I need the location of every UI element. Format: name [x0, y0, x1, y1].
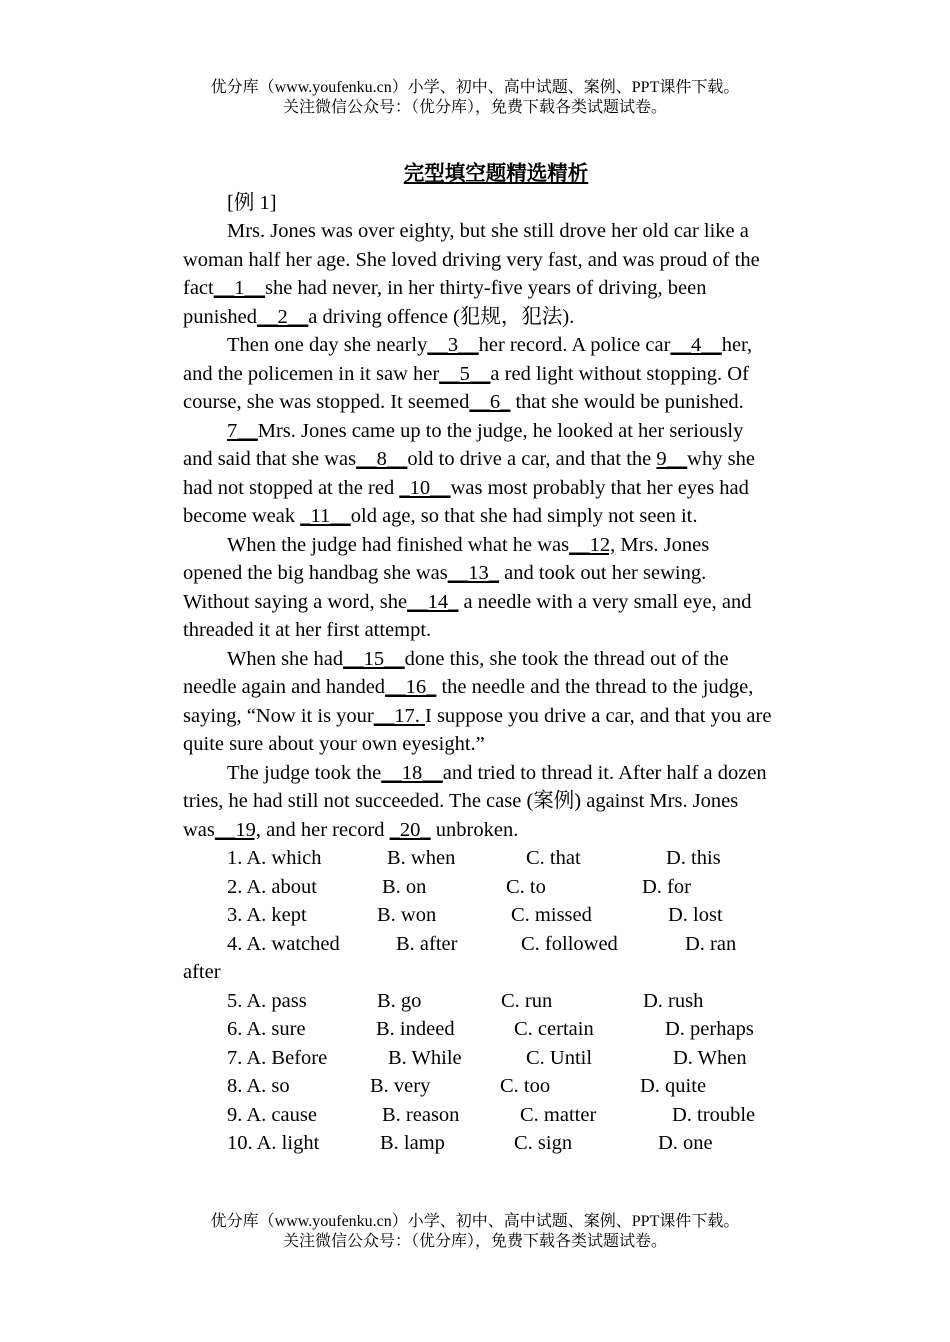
passage-text: her record. A police car	[478, 334, 671, 356]
blank-1: __1__	[213, 277, 265, 299]
passage-paragraph-5	[183, 645, 773, 759]
page-footer	[0, 1212, 950, 1252]
blank-17: __17.	[373, 704, 425, 727]
passage-text: The judge took the	[227, 761, 382, 784]
passage-text: Mrs. Jones opened the big handbag she was	[183, 533, 710, 584]
option-row-2	[183, 873, 773, 902]
option-row-10	[183, 1129, 773, 1158]
option-c: C. to	[506, 875, 546, 898]
option-c: C. that	[526, 847, 581, 869]
passage-text: done this, she took the thread out of the needle again and handed	[183, 647, 729, 698]
option-c: C. followed	[521, 932, 618, 955]
option-a: 7. A. Before	[227, 1046, 328, 1069]
passage-text: the needle and the thread to the judge, saying, “Now it is your	[183, 676, 754, 727]
option-c: C. too	[500, 1075, 551, 1097]
blank-5: __5__	[439, 362, 491, 385]
passage-text: was most probably that her eyes had become weak	[183, 476, 749, 527]
option-a: 1. A. which	[227, 847, 322, 869]
option-row-3	[183, 901, 773, 930]
passage-text: old age, so that she had simply not seen it.	[350, 505, 698, 527]
option-d: D. rush	[643, 989, 704, 1012]
passage-text: a red light without stopping. Of course, she was stopped. It seemed	[183, 362, 749, 413]
option-c: C. run	[501, 989, 553, 1012]
option-d: D. trouble	[672, 1103, 756, 1126]
document-body	[183, 160, 773, 1158]
passage-paragraph-4	[183, 531, 773, 645]
example-label: [例 1]	[227, 191, 277, 214]
passage-text: and her record	[261, 818, 390, 841]
option-c: C. matter	[520, 1103, 597, 1126]
option-b: B. reason	[382, 1103, 460, 1126]
option-b: B. indeed	[376, 1018, 455, 1040]
option-c: C. certain	[514, 1018, 594, 1040]
option-c: C. Until	[526, 1046, 593, 1069]
passage-paragraph-1	[183, 217, 773, 331]
passage-text: When the judge had finished what he was	[227, 533, 570, 556]
passage-text: Mrs. Jones was over eighty, but she still drove her old car like a woman half her age. She loved driving very fast, and was proud of the fact	[183, 220, 760, 299]
document-title: 完型填空题精选精析	[403, 163, 589, 185]
passage-text: unbroken.	[430, 818, 519, 841]
passage-text: she had never, in her thirty-five years of driving, been punished	[183, 277, 707, 328]
option-c: C. missed	[511, 904, 592, 926]
blank-6: __6_	[469, 391, 511, 413]
option-d: D. perhaps	[665, 1018, 754, 1040]
blank-7: 7__	[227, 419, 258, 442]
option-row-7	[183, 1044, 773, 1073]
option-row-5	[183, 987, 773, 1016]
blank-13: __13_	[447, 562, 499, 584]
option-c: C. sign	[514, 1132, 573, 1154]
blank-18: __18__	[381, 761, 443, 784]
option-a: 6. A. sure	[227, 1018, 306, 1040]
option-a: 9. A. cause	[227, 1103, 317, 1126]
option-d: D. ran	[685, 932, 737, 955]
option-a: 5. A. pass	[227, 989, 307, 1012]
option-row-4	[183, 930, 773, 959]
option-row-1	[183, 844, 773, 873]
passage-text: I suppose you drive a car, and that you are quite sure about your own eyesight.”	[183, 704, 772, 755]
passage-paragraph-6	[183, 759, 773, 845]
option-b: B. go	[377, 989, 422, 1012]
passage-text: and took out her sewing. Without saying a word, she	[183, 562, 707, 613]
blank-12: __12,	[569, 533, 616, 556]
option-d: D. lost	[668, 904, 723, 926]
blank-3: __3__	[427, 334, 479, 356]
option-a: 4. A. watched	[227, 932, 340, 955]
passage-text: that she would be punished.	[510, 391, 744, 413]
option-row-8	[183, 1072, 773, 1101]
option-row-9	[183, 1101, 773, 1130]
blank-11: _11__	[300, 505, 351, 527]
option-d: D. one	[658, 1132, 713, 1154]
passage-text: and tried to thread it. After half a dozen tries, he had still not succeeded. The case (案例) against Mrs. Jones was	[183, 761, 767, 841]
option-b: B. when	[387, 847, 456, 869]
passage-text: a driving offence (犯规，犯法).	[308, 305, 575, 328]
passage-text: her, and the policemen in it saw her	[183, 334, 753, 385]
footer-line-1: 优分库（www.youfenku.cn）小学、初中、高中试题、案例、PPT课件下载。	[210, 1213, 740, 1230]
passage-text: When she had	[227, 647, 344, 670]
passage-text: Mrs. Jones came up to the judge, he looked at her seriously and said that she was	[183, 419, 744, 470]
option-d: D. this	[666, 847, 721, 869]
blank-19: __19,	[214, 818, 262, 841]
header-line-2: 关注微信公众号：（优分库），免费下载各类试题试卷。	[282, 99, 667, 116]
blank-8: __8__	[356, 448, 408, 470]
option-d: D. When	[673, 1046, 747, 1069]
option-row-4-wrap: after	[183, 961, 221, 983]
passage-paragraph-2	[183, 331, 773, 417]
page-header	[0, 78, 950, 118]
option-b: B. won	[377, 904, 437, 926]
passage-text: Then one day she nearly	[227, 334, 428, 356]
option-b: B. after	[396, 932, 458, 955]
option-a: 3. A. kept	[227, 904, 307, 926]
option-a: 10. A. light	[227, 1132, 320, 1154]
option-d: D. for	[642, 875, 691, 898]
option-row-6	[183, 1015, 773, 1044]
blank-15: __15__	[343, 647, 405, 670]
blank-4: __4__	[670, 334, 722, 356]
passage-text: a needle with a very small eye, and threaded it at her first attempt.	[183, 590, 752, 641]
footer-line-2: 关注微信公众号：（优分库），免费下载各类试题试卷。	[282, 1233, 667, 1250]
blank-10: _10__	[399, 476, 451, 499]
passage-text: why she had not stopped at the red	[183, 448, 755, 499]
option-b: B. lamp	[380, 1132, 445, 1154]
option-b: B. While	[388, 1046, 462, 1069]
blank-2: __2__	[257, 305, 309, 328]
blank-20: _20_	[389, 818, 431, 841]
blank-9: 9__	[656, 448, 688, 470]
option-b: B. very	[370, 1075, 431, 1097]
passage-paragraph-3	[183, 417, 773, 531]
blank-14: __14_	[407, 590, 459, 613]
blank-16: __16_	[385, 676, 437, 698]
option-a: 2. A. about	[227, 875, 317, 898]
option-b: B. on	[382, 875, 427, 898]
option-d: D. quite	[640, 1075, 707, 1097]
header-line-1: 优分库（www.youfenku.cn）小学、初中、高中试题、案例、PPT课件下载。	[210, 79, 740, 96]
passage-text: old to drive a car, and that the	[407, 448, 657, 470]
options-list	[183, 844, 773, 1158]
option-a: 8. A. so	[227, 1075, 290, 1097]
